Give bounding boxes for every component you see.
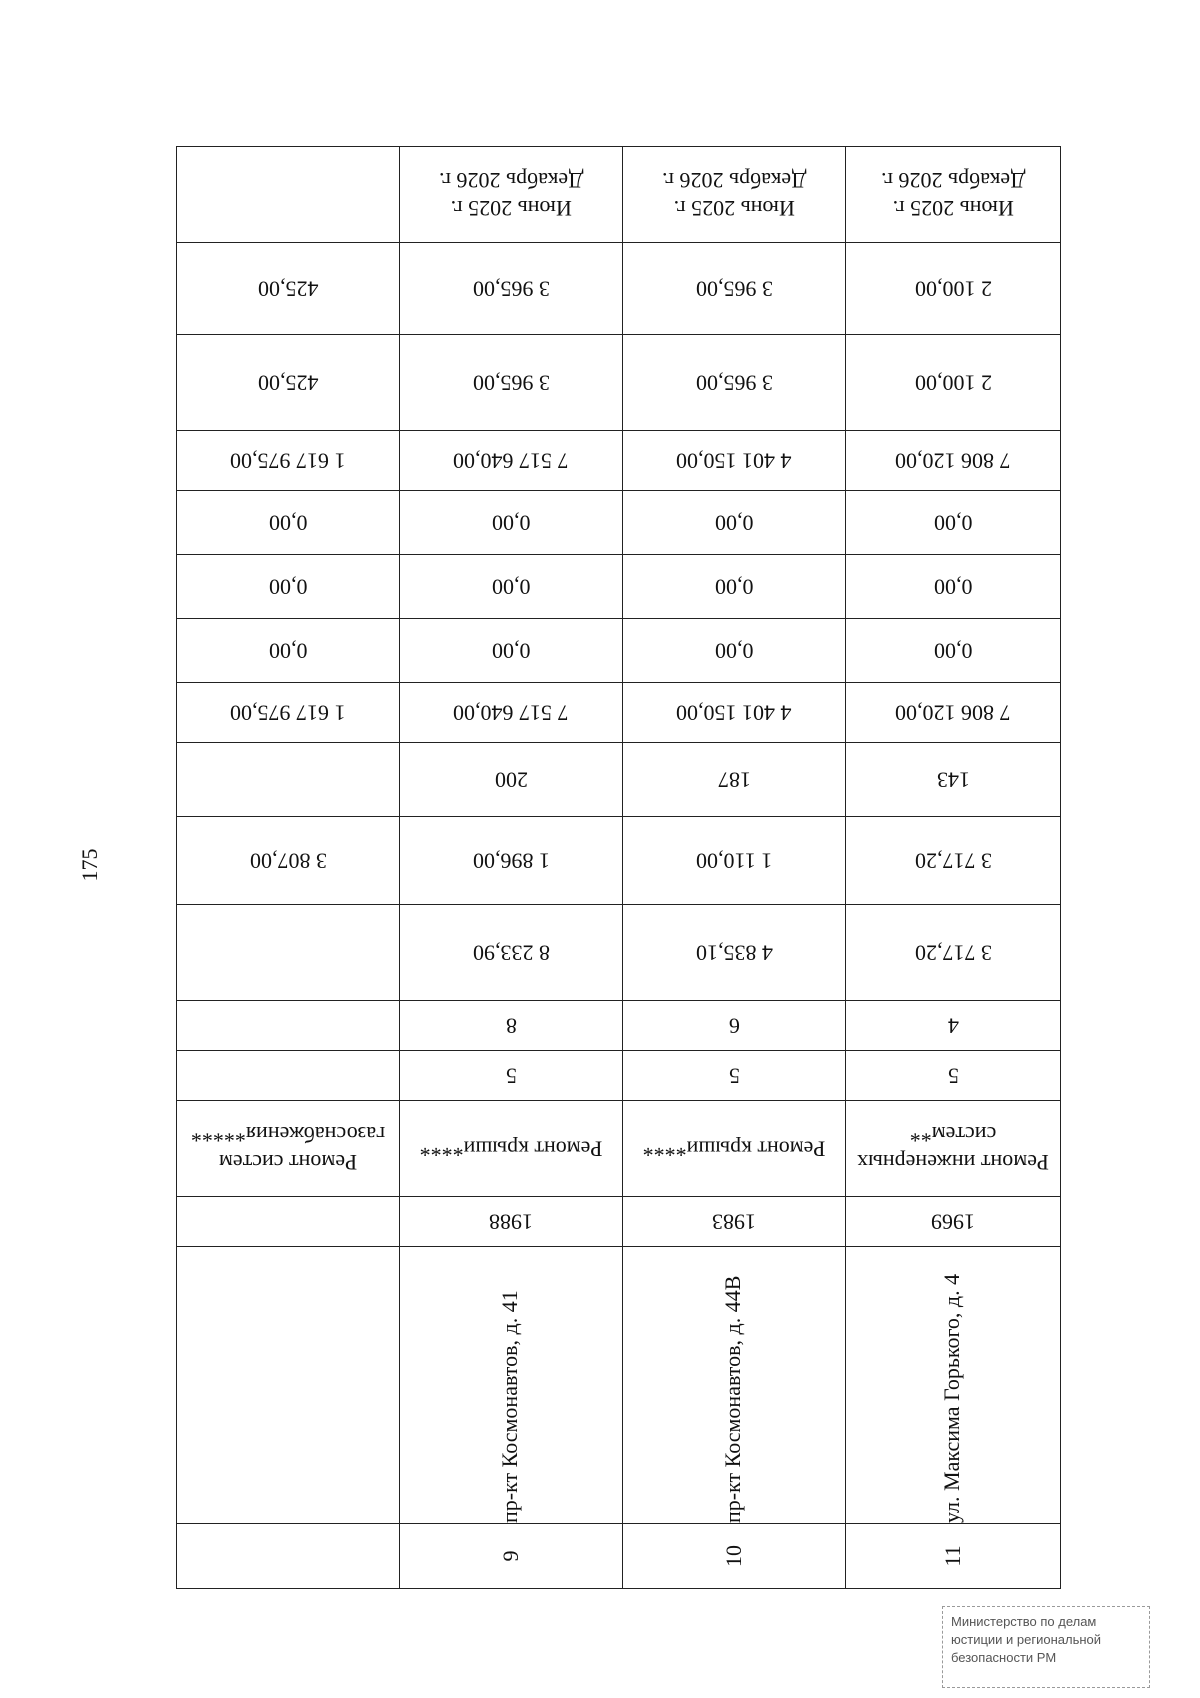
cell: 200 [400, 743, 623, 817]
cell [177, 1524, 400, 1589]
page-number: 175 [77, 848, 102, 882]
cell: 3 807,00 [177, 817, 400, 905]
table-row-fund-cost [177, 683, 1061, 743]
table-row-floors [177, 1051, 1061, 1101]
table-row-year [177, 1197, 1061, 1247]
cell: 5 [846, 1051, 1061, 1101]
cell: 9 [400, 1524, 623, 1589]
table-row-zero-b [177, 555, 1061, 619]
cell: 1 617 975,00 [177, 683, 400, 743]
table-row-unit-cost-max [177, 243, 1061, 335]
cell: ул. Максима Горького, д. 4 [846, 1247, 1061, 1524]
table-row-entrances [177, 1001, 1061, 1051]
cell: 4 401 150,00 [623, 431, 846, 491]
cell: 8 233,90 [400, 905, 623, 1001]
table-row-area-living [177, 817, 1061, 905]
cell: 5 [623, 1051, 846, 1101]
cell: 143 [846, 743, 1061, 817]
stamp-line: Министерство по делам [951, 1614, 1097, 1629]
cell: 8 [400, 1001, 623, 1051]
cell: 0,00 [623, 491, 846, 555]
cell [177, 1247, 400, 1524]
cell: Ремонт крыши**** [623, 1101, 846, 1197]
cell: 10 [623, 1524, 846, 1589]
table-row-period [177, 147, 1061, 243]
table-row-total-cost [177, 431, 1061, 491]
cell: 425,00 [177, 243, 400, 335]
cell: 1983 [623, 1197, 846, 1247]
cell: Ремонт крыши**** [400, 1101, 623, 1197]
table-row-area-total [177, 905, 1061, 1001]
cell: 0,00 [846, 491, 1061, 555]
registration-stamp [942, 1606, 1150, 1688]
table-row-zero-a [177, 491, 1061, 555]
cell: 4 835,10 [623, 905, 846, 1001]
cell: 1 617 975,00 [177, 431, 400, 491]
cell: Ремонт инженерных систем** [846, 1101, 1061, 1197]
cell: 4 401 150,00 [623, 683, 846, 743]
data-table [176, 146, 1061, 1589]
cell: 0,00 [623, 555, 846, 619]
cell: 7 517 640,00 [400, 683, 623, 743]
cell: 3 965,00 [400, 335, 623, 431]
cell: 3 965,00 [400, 243, 623, 335]
table-row-index [177, 1524, 1061, 1589]
cell: 0,00 [177, 619, 400, 683]
stamp-line: безопасности РМ [951, 1650, 1057, 1665]
cell: 0,00 [846, 619, 1061, 683]
cell: 2 100,00 [846, 335, 1061, 431]
table-row-residents [177, 743, 1061, 817]
cell: 0,00 [400, 619, 623, 683]
cell: 0,00 [623, 619, 846, 683]
cell [177, 1001, 400, 1051]
cell [177, 1051, 400, 1101]
cell: 187 [623, 743, 846, 817]
cell [177, 1197, 400, 1247]
cell [177, 905, 400, 1001]
cell-period-c: Июнь 2025 г. Декабрь 2026 г. [846, 147, 1061, 243]
cell: 3 965,00 [623, 335, 846, 431]
table-row-address [177, 1247, 1061, 1524]
cell: 0,00 [177, 555, 400, 619]
table-row-work-type [177, 1101, 1061, 1197]
stamp-line: юстиции и региональной [951, 1632, 1102, 1647]
cell: пр-кт Космонавтов, д. 44В [623, 1247, 846, 1524]
table-row-zero-c [177, 619, 1061, 683]
cell-period-e [177, 147, 400, 243]
table-row-unit-cost [177, 335, 1061, 431]
cell: 1969 [846, 1197, 1061, 1247]
cell: пр-кт Космонавтов, д. 41 [400, 1247, 623, 1524]
cell: 7 517 640,00 [400, 431, 623, 491]
cell: 0,00 [846, 555, 1061, 619]
cell: 0,00 [400, 491, 623, 555]
cell-period-a: Июнь 2025 г. Декабрь 2026 г. [400, 147, 623, 243]
cell: 7 806 120,00 [846, 431, 1061, 491]
cell: 3 965,00 [623, 243, 846, 335]
cell-period-b: Июнь 2025 г. Декабрь 2026 г. [623, 147, 846, 243]
cell: 4 [846, 1001, 1061, 1051]
cell: 5 [400, 1051, 623, 1101]
cell: 0,00 [177, 491, 400, 555]
cell: 0,00 [400, 555, 623, 619]
cell: 1988 [400, 1197, 623, 1247]
cell: 3 717,20 [846, 817, 1061, 905]
cell: 7 806 120,00 [846, 683, 1061, 743]
cell: 425,00 [177, 335, 400, 431]
cell: Ремонт систем газоснабжения***** [177, 1101, 400, 1197]
cell: 6 [623, 1001, 846, 1051]
cell: 3 717,20 [846, 905, 1061, 1001]
cell: 1 896,00 [400, 817, 623, 905]
cell: 2 100,00 [846, 243, 1061, 335]
cell [177, 743, 400, 817]
cell: 1 110,00 [623, 817, 846, 905]
cell: 11 [846, 1524, 1061, 1589]
